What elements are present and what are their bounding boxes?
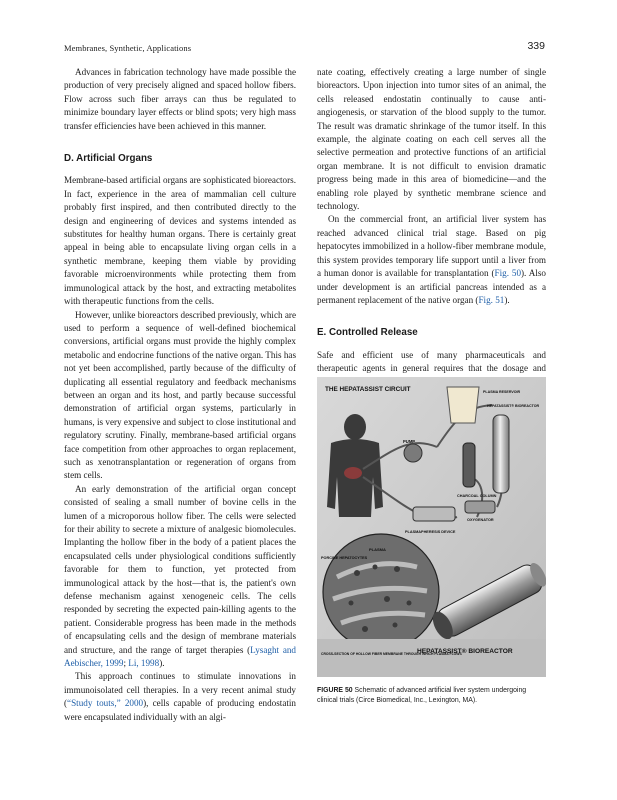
caption-label: FIGURE 50 bbox=[317, 687, 353, 694]
label-porcine-hepatocytes: PORCINE HEPATOCYTES bbox=[321, 556, 368, 560]
label-bioreactor-top: HEPATASSIST® BIOREACTOR bbox=[487, 404, 540, 408]
figure-link[interactable]: Fig. 50 bbox=[494, 268, 522, 279]
figure-hepatassist bbox=[317, 377, 546, 677]
left-column bbox=[64, 66, 296, 724]
citation-separator: ; bbox=[123, 658, 129, 669]
paragraph-text: ). Also under development is an artificial pancreas intended as a permanent replacement of the native organ ( bbox=[317, 268, 546, 305]
paragraph: Advances in fabrication technology have made possible the production of very precisely aligned and spaced hollow fibers. Flow across such fiber arrays can thus be regulated to minimize boundary layer effects or blind spots; very high mass transfer efficiencies have been achieved in this manner. bbox=[64, 67, 296, 131]
figure-caption bbox=[317, 686, 548, 705]
label-pump: PUMP bbox=[403, 439, 416, 444]
citation-link[interactable]: Lysaght and Aebischer, 1999 bbox=[64, 644, 296, 669]
figure-title: THE HEPATASSIST CIRCUIT bbox=[325, 386, 411, 393]
bioreactor-device bbox=[493, 415, 509, 493]
running-head: Membranes, Synthetic, Applications bbox=[64, 43, 192, 53]
paragraph: However, unlike bioreactors described previously, which are used to perform a sequence of well-defined biochemical conversions, artificial organs must provide the highly complex metabolic and endocrine functions of the native organ. This has not yet been accomplished, partly because of the difficulty of duplicating all essential regulatory and feedback mechanisms between an organ and its host, and partly because successful demonstration of artificial organ systems, particularly in humans, is very expensive and subject to close institutional and regulatory scrutiny. Finally, membrane-based artificial organs face competition from other approaches to organ replacement, such as xenotransplantation or regeneration of organs from stem cells. bbox=[64, 309, 297, 481]
label-bioreactor-bottom: HEPATASSIST® BIOREACTOR bbox=[417, 648, 513, 655]
section-heading: E. Controlled Release bbox=[317, 327, 418, 339]
label-plasmapheresis-device: PLASMAPHERESIS DEVICE bbox=[405, 530, 456, 534]
figure-link[interactable]: Fig. 51 bbox=[478, 294, 505, 305]
section-heading: D. Artificial Organs bbox=[64, 153, 153, 165]
label-oxygenator: OXYGENATOR bbox=[467, 518, 494, 522]
label-cross-section: CROSS-SECTION OF HOLLOW FIBER MEMBRANE THROUGH WHICH PLASMA FLOWS bbox=[321, 652, 462, 656]
paragraph-text: On the commercial front, an artificial liver system has reached advanced clinical trial stage. Based on pig hepatocytes immobilized in a hollow-fiber membrane module, this system provides temporary life support until a liver from a human donor is available for transplantation ( bbox=[317, 214, 546, 279]
paragraph: Membrane-based artificial organs are sophisticated bioreactors. In fact, experience in the area of mammalian cell culture probably first inspired, and then contributed directly to the design and engineering of devices and systems intended as substitutes for healthy human organs. There is certainly great appeal in being able to encapsulate living organ cells in a synthetic membrane, keeping them viable by providing favorable microenvironments while protecting them from immunological attack by the host, and extracting metabolites with therapeutic functions from the cells. bbox=[64, 175, 296, 307]
figure-label-band bbox=[317, 639, 546, 677]
pump-device bbox=[404, 444, 422, 462]
label-charcoal-column: CHARCOAL COLUMN bbox=[457, 494, 497, 498]
page-number: 339 bbox=[527, 40, 545, 52]
paragraph-text: An early demonstration of the artificial organ concept consisted of sealing a small number of bovine cells in the lumen of a microporous hollow fiber. The cells were selected for their ability to secrete a mixture of analgesic biomolecules. Implanting the hollow fiber in the body of a patient places the encapsulated cells under physiological conditions sufficiently favorable for them to function, yet protected from immunological attack by the host—that is, the patient's own defense mechanism against xenogeneic cells. The cells responded by secreting the expected pain-killing agents to the patient. Considerable progress has been made in the methods of encapsulating cells and the design of membrane materials and structure, and the range of target therapies ( bbox=[64, 483, 296, 655]
paragraph bbox=[317, 213, 546, 307]
paragraph-text: ), cells capable of producing endostatin were encapsulated individually with an algi- bbox=[64, 698, 296, 722]
citation-link[interactable]: “Study touts,” 2000 bbox=[67, 698, 144, 709]
paragraph: nate coating, effectively creating a large number of single bioreactors. Upon injection into tumor sites of an animal, the cells released endostatin continually to cause anti-angiogenesis, or starvation of the blood supply to the tumor. The result was dramatic shrinkage of the tumor itself. In this example, the alginate coating on each cell serves all the selective permeation and protective functions of an artificial organ membrane. It is not difficult to envision dramatic progress being made in this area of biomedicine—and the enabling role played by synthetic membrane science and technology. bbox=[317, 67, 546, 212]
label-plasma: PLASMA bbox=[369, 547, 386, 552]
paragraph bbox=[64, 670, 296, 724]
charcoal-column-device bbox=[463, 443, 475, 487]
citation-link[interactable]: Li, 1998 bbox=[128, 658, 160, 669]
caption-text: Schematic of advanced artificial liver system undergoing clinical trials (Circe Biomedical, Inc., Lexington, MA). bbox=[317, 687, 527, 704]
paragraph bbox=[64, 483, 296, 671]
plasmapheresis-device-shape bbox=[413, 507, 455, 521]
oxygenator-device bbox=[465, 501, 495, 513]
paragraph-text: ). bbox=[504, 294, 510, 305]
paragraph: Safe and efficient use of many pharmaceuticals and therapeutic agents in general requires that the dosage and bbox=[317, 349, 546, 374]
paragraph-text: ). bbox=[159, 658, 165, 669]
figure-illustration bbox=[317, 377, 546, 677]
right-column bbox=[317, 66, 546, 389]
label-plasma-reservoir: PLASMA RESERVOIR bbox=[483, 390, 521, 394]
plasma-reservoir-bag bbox=[447, 387, 479, 423]
paragraph-text: This approach continues to stimulate innovations in immunoisolated cell therapies. In a very recent animal study ( bbox=[64, 671, 296, 709]
